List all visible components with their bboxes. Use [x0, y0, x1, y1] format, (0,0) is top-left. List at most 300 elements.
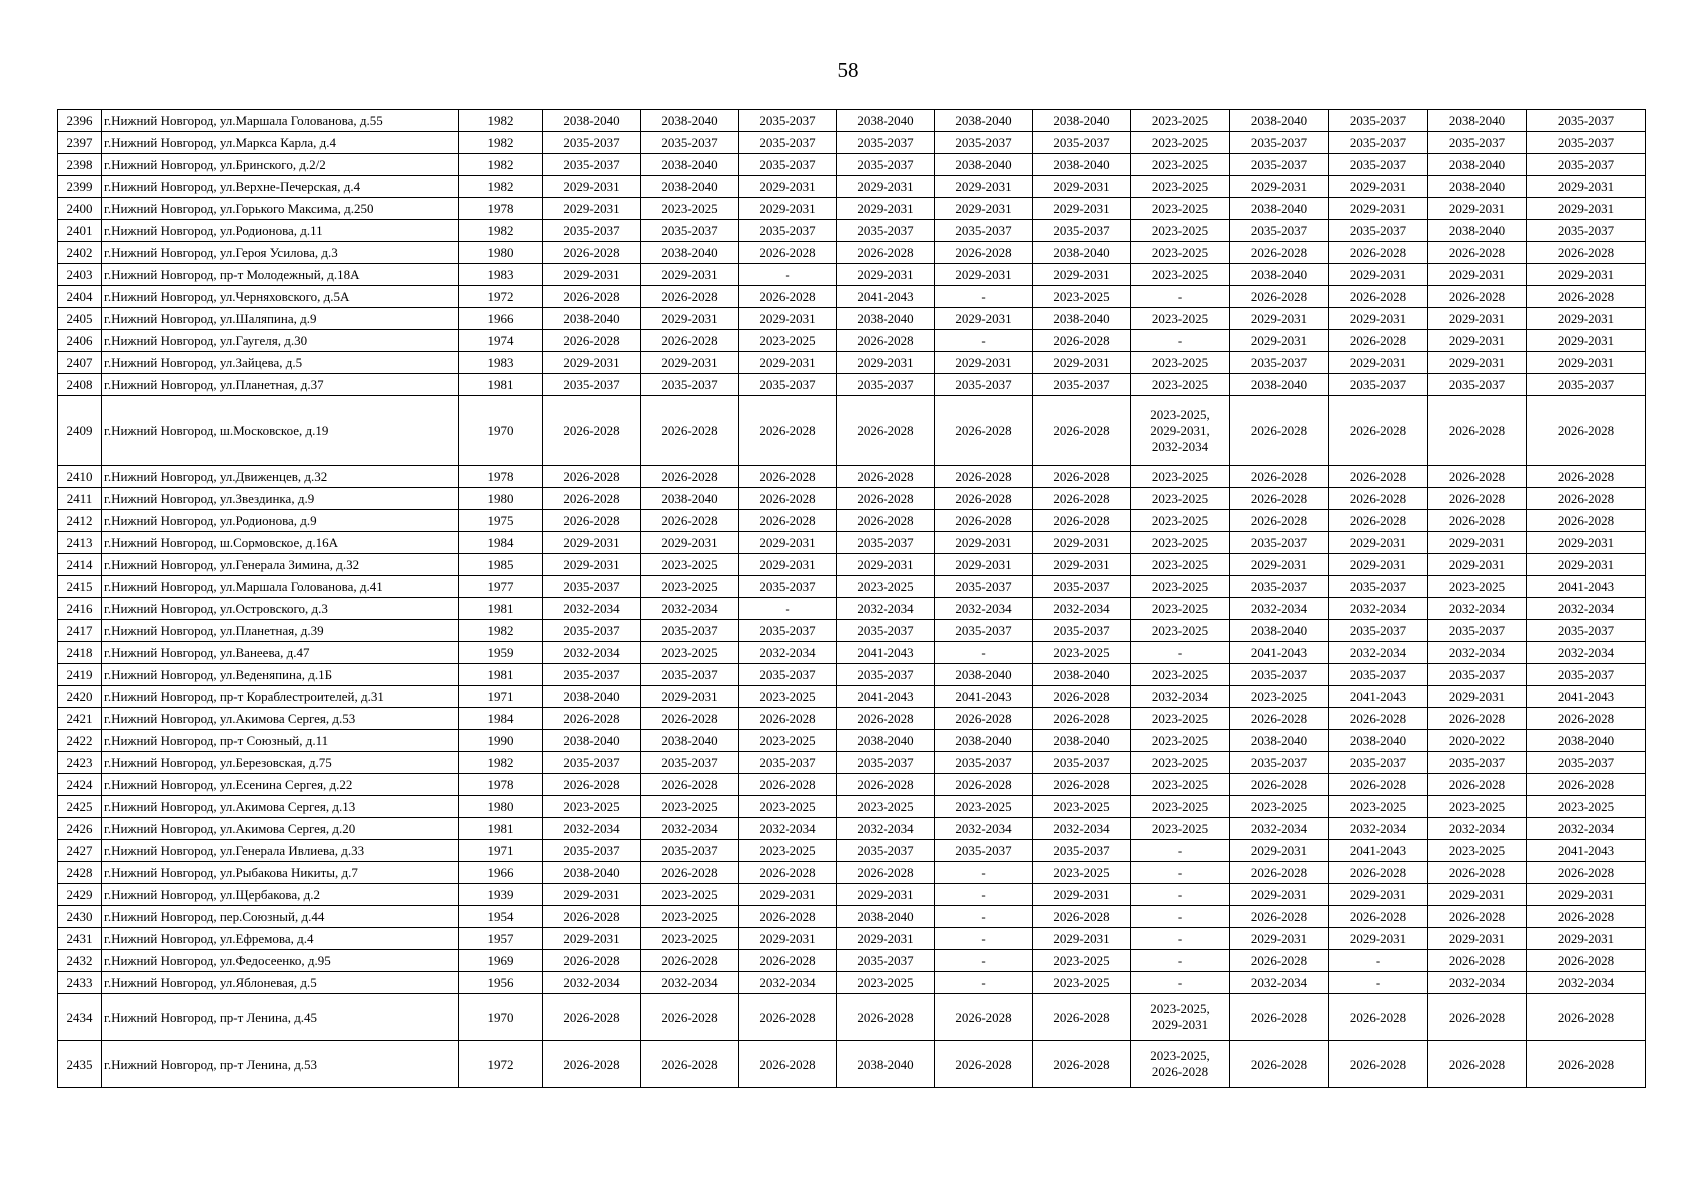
period-cell: 2029-2031 — [543, 352, 641, 374]
period-cell: 2026-2028 — [1329, 466, 1428, 488]
period-cell: 2029-2031 — [935, 532, 1033, 554]
period-cell: 2029-2031 — [935, 308, 1033, 330]
period-cell: 2026-2028 — [641, 466, 739, 488]
period-cell: 2035-2037 — [1527, 620, 1646, 642]
period-cell: - — [935, 906, 1033, 928]
period-cell: 2035-2037 — [739, 132, 837, 154]
period-cell: 2038-2040 — [935, 730, 1033, 752]
table-row — [58, 598, 1646, 620]
period-cell: 2035-2037 — [1329, 220, 1428, 242]
period-cell: 2029-2031 — [739, 308, 837, 330]
period-cell: 2026-2028 — [935, 488, 1033, 510]
period-cell: 2023-2025 — [1329, 796, 1428, 818]
table-row — [58, 352, 1646, 374]
year-cell: 1982 — [459, 220, 543, 242]
period-cell: 2026-2028 — [641, 1041, 739, 1088]
period-cell: 2035-2037 — [1428, 620, 1527, 642]
year-cell: 1983 — [459, 264, 543, 286]
year-cell: 1970 — [459, 396, 543, 466]
period-cell: 2038-2040 — [1033, 664, 1131, 686]
year-cell: 1978 — [459, 198, 543, 220]
period-cell: - — [1131, 906, 1230, 928]
period-cell: 2029-2031 — [641, 308, 739, 330]
period-cell: 2023-2025 — [1428, 796, 1527, 818]
period-cell: 2029-2031 — [1527, 928, 1646, 950]
period-cell: 2029-2031 — [1230, 928, 1329, 950]
period-cell: 2029-2031 — [1230, 884, 1329, 906]
year-cell: 1939 — [459, 884, 543, 906]
period-cell: 2026-2028 — [837, 708, 935, 730]
period-cell: 2038-2040 — [543, 686, 641, 708]
year-cell: 1981 — [459, 664, 543, 686]
period-cell: 2026-2028 — [739, 510, 837, 532]
period-cell: 2032-2034 — [935, 598, 1033, 620]
period-cell: 2032-2034 — [1230, 972, 1329, 994]
period-cell: 2026-2028 — [1527, 466, 1646, 488]
period-cell: 2038-2040 — [543, 308, 641, 330]
period-cell: 2026-2028 — [1033, 686, 1131, 708]
table-row — [58, 840, 1646, 862]
table-row — [58, 286, 1646, 308]
period-cell: 2029-2031 — [543, 264, 641, 286]
period-cell: 2035-2037 — [935, 752, 1033, 774]
period-cell: 2029-2031 — [543, 928, 641, 950]
period-cell: 2026-2028 — [1329, 330, 1428, 352]
period-cell: 2035-2037 — [1329, 374, 1428, 396]
year-cell: 1984 — [459, 708, 543, 730]
year-cell: 1982 — [459, 110, 543, 132]
period-cell: 2035-2037 — [1230, 532, 1329, 554]
period-cell: - — [935, 884, 1033, 906]
period-cell: 2032-2034 — [837, 818, 935, 840]
period-cell: 2026-2028 — [1230, 774, 1329, 796]
period-cell: 2032-2034 — [1527, 598, 1646, 620]
period-cell: 2026-2028 — [935, 774, 1033, 796]
period-cell: 2023-2025 — [1131, 796, 1230, 818]
period-cell: 2026-2028 — [1033, 396, 1131, 466]
period-cell: 2035-2037 — [1033, 576, 1131, 598]
period-cell: 2029-2031 — [1033, 532, 1131, 554]
row-number-cell: 2420 — [58, 686, 102, 708]
year-cell: 1969 — [459, 950, 543, 972]
period-cell: 2026-2028 — [1428, 488, 1527, 510]
year-cell: 1990 — [459, 730, 543, 752]
period-cell: 2026-2028 — [1329, 286, 1428, 308]
period-cell: 2026-2028 — [1527, 950, 1646, 972]
period-cell: 2026-2028 — [1527, 488, 1646, 510]
period-cell: 2035-2037 — [935, 132, 1033, 154]
period-cell: 2035-2037 — [739, 620, 837, 642]
address-cell: г.Нижний Новгород, ул.Горького Максима, д.250 — [102, 198, 459, 220]
address-cell: г.Нижний Новгород, ул.Маркса Карла, д.4 — [102, 132, 459, 154]
period-cell: 2026-2028 — [1527, 774, 1646, 796]
table-row — [58, 132, 1646, 154]
year-cell: 1980 — [459, 242, 543, 264]
period-cell: 2026-2028 — [837, 994, 935, 1041]
period-cell: 2026-2028 — [739, 488, 837, 510]
period-cell: 2026-2028 — [1033, 330, 1131, 352]
year-cell: 1980 — [459, 796, 543, 818]
page-number: 58 — [837, 58, 859, 82]
period-cell: 2032-2034 — [1230, 818, 1329, 840]
period-cell: 2035-2037 — [837, 950, 935, 972]
period-cell: 2029-2031 — [837, 198, 935, 220]
address-cell: г.Нижний Новгород, ул.Шаляпина, д.9 — [102, 308, 459, 330]
period-cell: 2038-2040 — [1230, 620, 1329, 642]
row-number-cell: 2431 — [58, 928, 102, 950]
period-cell: 2023-2025 — [1230, 686, 1329, 708]
period-cell: 2023-2025 — [1131, 308, 1230, 330]
year-cell: 1985 — [459, 554, 543, 576]
year-cell: 1971 — [459, 840, 543, 862]
period-cell: 2026-2028 — [837, 488, 935, 510]
period-cell: 2041-2043 — [1329, 686, 1428, 708]
row-number-cell: 2402 — [58, 242, 102, 264]
period-cell: 2029-2031 — [1527, 308, 1646, 330]
period-cell: - — [935, 862, 1033, 884]
period-cell: 2038-2040 — [641, 730, 739, 752]
period-cell: 2026-2028 — [935, 242, 1033, 264]
table-row — [58, 466, 1646, 488]
period-cell: 2038-2040 — [1428, 110, 1527, 132]
period-cell: 2035-2037 — [543, 664, 641, 686]
period-cell: 2026-2028 — [1230, 950, 1329, 972]
period-cell: - — [1131, 950, 1230, 972]
period-cell: 2032-2034 — [1329, 598, 1428, 620]
period-cell: 2038-2040 — [641, 488, 739, 510]
period-cell: 2029-2031 — [739, 928, 837, 950]
period-cell: 2029-2031 — [1329, 308, 1428, 330]
period-cell: 2026-2028 — [543, 510, 641, 532]
period-cell: 2035-2037 — [543, 576, 641, 598]
table-row — [58, 730, 1646, 752]
period-cell: 2023-2025 — [1131, 110, 1230, 132]
period-cell: 2023-2025 — [1131, 730, 1230, 752]
period-cell: 2023-2025 — [641, 884, 739, 906]
table-row — [58, 818, 1646, 840]
period-cell: 2029-2031 — [837, 554, 935, 576]
period-cell: 2029-2031 — [641, 352, 739, 374]
period-cell: 2035-2037 — [1329, 620, 1428, 642]
period-cell: 2026-2028 — [1428, 774, 1527, 796]
period-cell: 2038-2040 — [543, 110, 641, 132]
period-cell: 2023-2025 — [1033, 972, 1131, 994]
period-cell: 2041-2043 — [1329, 840, 1428, 862]
period-cell: 2035-2037 — [1033, 620, 1131, 642]
period-cell: - — [935, 950, 1033, 972]
period-cell: 2023-2025 — [1131, 818, 1230, 840]
period-cell: 2026-2028 — [1329, 994, 1428, 1041]
period-cell: 2029-2031 — [543, 176, 641, 198]
period-cell: 2038-2040 — [543, 862, 641, 884]
period-cell: - — [1131, 862, 1230, 884]
period-cell: 2026-2028 — [1329, 862, 1428, 884]
table-row — [58, 220, 1646, 242]
period-cell: 2035-2037 — [1527, 154, 1646, 176]
period-cell: 2032-2034 — [739, 642, 837, 664]
period-cell: 2026-2028 — [1230, 906, 1329, 928]
period-cell: 2032-2034 — [1428, 818, 1527, 840]
row-number-cell: 2421 — [58, 708, 102, 730]
period-cell: 2029-2031 — [1428, 264, 1527, 286]
period-cell: 2029-2031 — [1329, 264, 1428, 286]
table-row — [58, 686, 1646, 708]
period-cell: 2026-2028 — [1428, 510, 1527, 532]
table-row — [58, 752, 1646, 774]
period-cell: 2038-2040 — [837, 730, 935, 752]
period-cell: 2035-2037 — [739, 576, 837, 598]
period-cell: 2026-2028 — [739, 1041, 837, 1088]
period-cell: 2038-2040 — [1033, 242, 1131, 264]
period-cell: 2035-2037 — [837, 220, 935, 242]
period-cell: 2035-2037 — [1329, 132, 1428, 154]
table-row — [58, 620, 1646, 642]
period-cell: 2041-2043 — [837, 286, 935, 308]
period-cell: 2026-2028 — [1230, 994, 1329, 1041]
period-cell: 2023-2025 — [1131, 774, 1230, 796]
period-cell: 2026-2028 — [1033, 708, 1131, 730]
period-cell: 2035-2037 — [739, 752, 837, 774]
period-cell: 2029-2031 — [543, 532, 641, 554]
period-cell: 2029-2031 — [1033, 928, 1131, 950]
table-row — [58, 488, 1646, 510]
period-cell: 2023-2025 — [1131, 752, 1230, 774]
row-number-cell: 2428 — [58, 862, 102, 884]
period-cell: 2032-2034 — [1428, 598, 1527, 620]
period-cell: 2029-2031 — [1329, 198, 1428, 220]
address-cell: г.Нижний Новгород, пр-т Молодежный, д.18А — [102, 264, 459, 286]
row-number-cell: 2397 — [58, 132, 102, 154]
period-cell: - — [1131, 642, 1230, 664]
table-row — [58, 576, 1646, 598]
year-cell: 1972 — [459, 286, 543, 308]
period-cell: 2026-2028 — [1428, 466, 1527, 488]
period-cell: 2035-2037 — [1329, 110, 1428, 132]
period-cell: 2035-2037 — [935, 220, 1033, 242]
period-cell: 2026-2028 — [641, 862, 739, 884]
period-cell: 2026-2028 — [543, 286, 641, 308]
period-cell: 2032-2034 — [1428, 972, 1527, 994]
address-cell: г.Нижний Новгород, ул.Родионова, д.11 — [102, 220, 459, 242]
period-cell: 2023-2025 — [837, 972, 935, 994]
period-cell: 2032-2034 — [739, 972, 837, 994]
period-cell: 2026-2028 — [543, 708, 641, 730]
period-cell: 2035-2037 — [641, 220, 739, 242]
period-cell: 2026-2028 — [739, 708, 837, 730]
period-cell: 2029-2031 — [1527, 884, 1646, 906]
period-cell: 2032-2034 — [1527, 642, 1646, 664]
period-cell: 2026-2028 — [935, 708, 1033, 730]
period-cell: 2026-2028 — [935, 1041, 1033, 1088]
row-number-cell: 2433 — [58, 972, 102, 994]
year-cell: 1971 — [459, 686, 543, 708]
period-cell: 2026-2028 — [739, 396, 837, 466]
address-cell: г.Нижний Новгород, ул.Бринского, д.2/2 — [102, 154, 459, 176]
period-cell: 2026-2028 — [739, 906, 837, 928]
address-cell: г.Нижний Новгород, пр-т Союзный, д.11 — [102, 730, 459, 752]
period-cell: 2023-2025 — [1131, 374, 1230, 396]
period-cell: 2035-2037 — [935, 620, 1033, 642]
period-cell: 2026-2028 — [935, 466, 1033, 488]
period-cell: 2026-2028 — [543, 330, 641, 352]
period-cell: 2035-2037 — [641, 664, 739, 686]
address-cell: г.Нижний Новгород, ул.Федосеенко, д.95 — [102, 950, 459, 972]
table-row — [58, 664, 1646, 686]
period-cell: - — [739, 264, 837, 286]
address-cell: г.Нижний Новгород, ул.Маршала Голованова, д.41 — [102, 576, 459, 598]
period-cell: 2038-2040 — [1230, 264, 1329, 286]
period-cell: 2026-2028 — [1428, 906, 1527, 928]
address-cell: г.Нижний Новгород, пр-т Ленина, д.53 — [102, 1041, 459, 1088]
period-cell: 2023-2025 — [837, 796, 935, 818]
period-cell: 2026-2028 — [1527, 1041, 1646, 1088]
period-cell: 2026-2028 — [1230, 396, 1329, 466]
table-row — [58, 308, 1646, 330]
period-cell: 2023-2025 — [739, 796, 837, 818]
period-cell: 2035-2037 — [641, 132, 739, 154]
row-number-cell: 2405 — [58, 308, 102, 330]
period-cell: 2026-2028 — [1527, 862, 1646, 884]
period-cell: 2035-2037 — [837, 132, 935, 154]
period-cell: 2035-2037 — [837, 374, 935, 396]
period-cell: 2038-2040 — [1033, 730, 1131, 752]
period-cell: 2032-2034 — [543, 598, 641, 620]
period-cell: 2026-2028 — [1527, 994, 1646, 1041]
period-cell: 2029-2031 — [1033, 176, 1131, 198]
period-cell: 2023-2025 — [1033, 796, 1131, 818]
row-number-cell: 2411 — [58, 488, 102, 510]
period-cell: 2026-2028 — [1527, 286, 1646, 308]
period-cell: 2032-2034 — [1329, 642, 1428, 664]
period-cell: 2020-2022 — [1428, 730, 1527, 752]
period-cell: 2026-2028 — [837, 466, 935, 488]
row-number-cell: 2435 — [58, 1041, 102, 1088]
period-cell: 2026-2028 — [837, 774, 935, 796]
period-cell: 2026-2028 — [1230, 488, 1329, 510]
table-row — [58, 198, 1646, 220]
address-cell: г.Нижний Новгород, ул.Веденяпина, д.1Б — [102, 664, 459, 686]
period-cell: 2035-2037 — [739, 664, 837, 686]
period-cell: 2026-2028 — [641, 950, 739, 972]
period-cell: 2026-2028 — [1230, 862, 1329, 884]
period-cell: 2035-2037 — [1527, 132, 1646, 154]
period-cell: 2029-2031 — [1428, 330, 1527, 352]
year-cell: 1956 — [459, 972, 543, 994]
period-cell: 2026-2028 — [641, 330, 739, 352]
period-cell: - — [1131, 884, 1230, 906]
year-cell: 1978 — [459, 774, 543, 796]
year-cell: 1975 — [459, 510, 543, 532]
address-cell: г.Нижний Новгород, ул.Гаугеля, д.30 — [102, 330, 459, 352]
row-number-cell: 2401 — [58, 220, 102, 242]
period-cell: 2032-2034 — [837, 598, 935, 620]
row-number-cell: 2404 — [58, 286, 102, 308]
row-number-cell: 2408 — [58, 374, 102, 396]
address-cell: г.Нижний Новгород, ул.Родионова, д.9 — [102, 510, 459, 532]
period-cell: 2035-2037 — [1230, 220, 1329, 242]
period-cell: 2023-2025 — [1033, 862, 1131, 884]
period-cell: 2023-2025 — [543, 796, 641, 818]
period-cell: 2029-2031 — [1033, 264, 1131, 286]
period-cell: 2035-2037 — [1428, 752, 1527, 774]
period-cell: 2035-2037 — [1428, 132, 1527, 154]
period-cell: 2023-2025 — [1131, 510, 1230, 532]
period-cell: - — [935, 330, 1033, 352]
period-cell: 2038-2040 — [1428, 220, 1527, 242]
period-cell: 2032-2034 — [1329, 818, 1428, 840]
year-cell: 1981 — [459, 818, 543, 840]
period-cell: 2023-2025, 2029-2031, 2032-2034 — [1131, 396, 1230, 466]
row-number-cell: 2403 — [58, 264, 102, 286]
address-cell: г.Нижний Новгород, ул.Яблоневая, д.5 — [102, 972, 459, 994]
period-cell: 2035-2037 — [1230, 752, 1329, 774]
period-cell: 2026-2028 — [739, 774, 837, 796]
period-cell: 2023-2025 — [641, 554, 739, 576]
period-cell: 2032-2034 — [543, 818, 641, 840]
table-row — [58, 154, 1646, 176]
address-cell: г.Нижний Новгород, ул.Героя Усилова, д.3 — [102, 242, 459, 264]
table-row — [58, 554, 1646, 576]
period-cell: 2035-2037 — [739, 110, 837, 132]
period-cell: 2026-2028 — [935, 396, 1033, 466]
period-cell: 2038-2040 — [641, 176, 739, 198]
period-cell: 2035-2037 — [641, 374, 739, 396]
period-cell: 2035-2037 — [837, 840, 935, 862]
table-row — [58, 510, 1646, 532]
period-cell: 2023-2025 — [1131, 664, 1230, 686]
period-cell: 2023-2025 — [1033, 642, 1131, 664]
period-cell: 2041-2043 — [1527, 840, 1646, 862]
period-cell: 2029-2031 — [935, 198, 1033, 220]
period-cell: - — [1131, 330, 1230, 352]
row-number-cell: 2418 — [58, 642, 102, 664]
table-row — [58, 862, 1646, 884]
table-row — [58, 708, 1646, 730]
period-cell: 2035-2037 — [543, 220, 641, 242]
period-cell: 2038-2040 — [837, 1041, 935, 1088]
row-number-cell: 2413 — [58, 532, 102, 554]
period-cell: - — [935, 286, 1033, 308]
period-cell: 2026-2028 — [1329, 396, 1428, 466]
table-row — [58, 374, 1646, 396]
period-cell: 2023-2025, 2029-2031 — [1131, 994, 1230, 1041]
period-cell: 2029-2031 — [641, 532, 739, 554]
period-cell: 2026-2028 — [641, 286, 739, 308]
period-cell: 2038-2040 — [837, 906, 935, 928]
year-cell: 1974 — [459, 330, 543, 352]
period-cell: 2026-2028 — [543, 906, 641, 928]
period-cell: 2035-2037 — [837, 154, 935, 176]
period-cell: 2038-2040 — [1527, 730, 1646, 752]
period-cell: 2026-2028 — [543, 466, 641, 488]
period-cell: 2029-2031 — [1428, 554, 1527, 576]
row-number-cell: 2407 — [58, 352, 102, 374]
year-cell: 1981 — [459, 598, 543, 620]
period-cell: 2035-2037 — [1527, 110, 1646, 132]
row-number-cell: 2414 — [58, 554, 102, 576]
period-cell: 2029-2031 — [1230, 176, 1329, 198]
period-cell: 2023-2025 — [1131, 352, 1230, 374]
period-cell: 2026-2028 — [1033, 488, 1131, 510]
period-cell: 2038-2040 — [641, 110, 739, 132]
row-number-cell: 2398 — [58, 154, 102, 176]
period-cell: 2029-2031 — [1033, 884, 1131, 906]
period-cell: 2023-2025 — [935, 796, 1033, 818]
period-cell: 2023-2025 — [1131, 176, 1230, 198]
period-cell: 2035-2037 — [1428, 374, 1527, 396]
period-cell: 2029-2031 — [1428, 884, 1527, 906]
period-cell: 2035-2037 — [641, 840, 739, 862]
